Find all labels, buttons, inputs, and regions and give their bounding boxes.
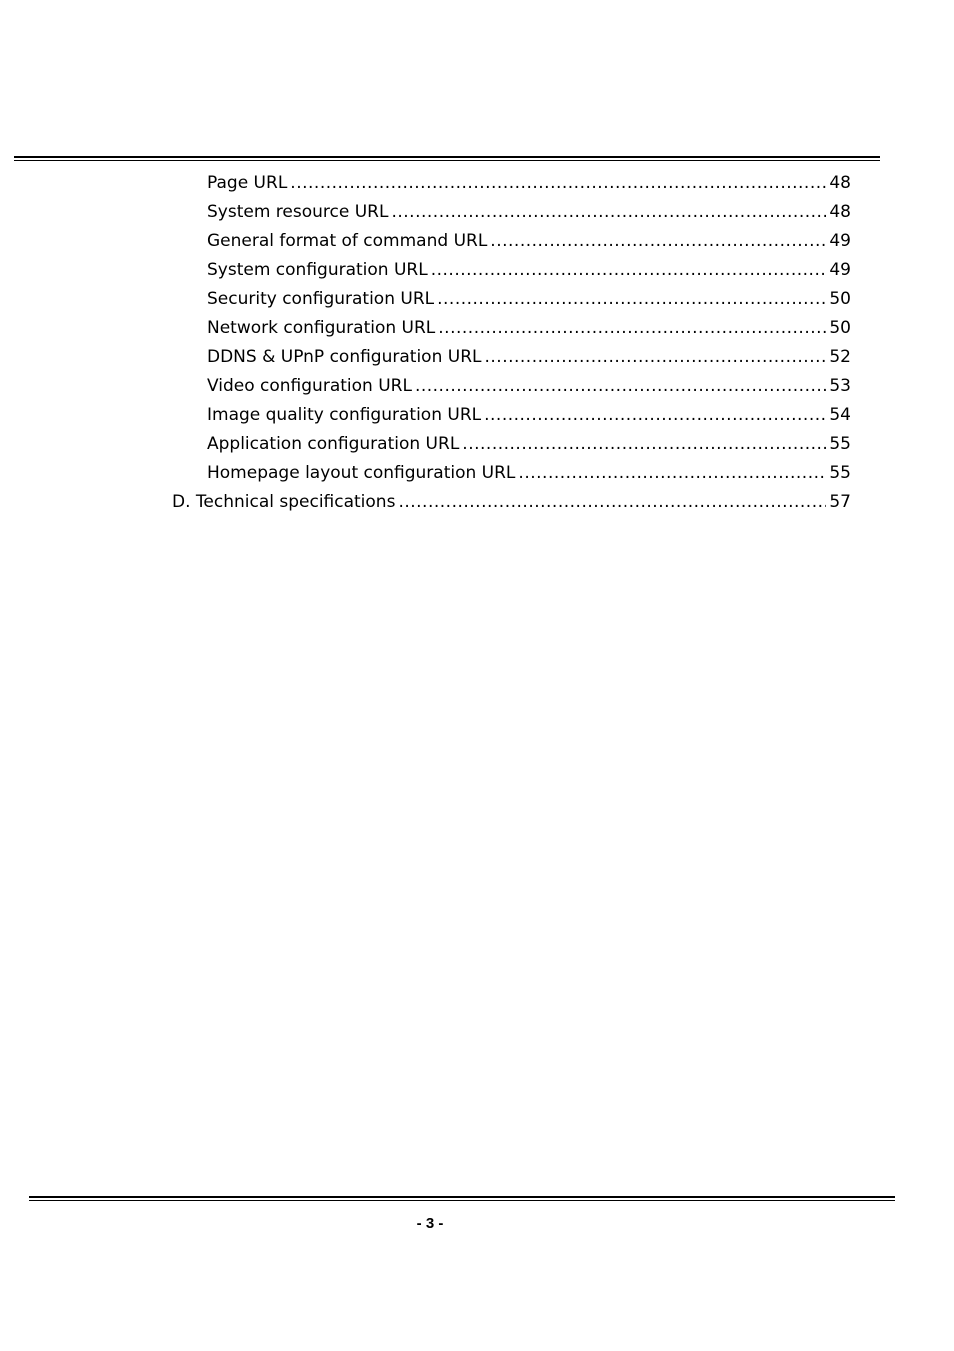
toc-dot-leader [391,198,826,227]
toc-entry-security-configuration-url[interactable] [207,285,851,314]
toc-entry-page: 50 [829,318,851,338]
toc-entry-page: 53 [829,376,851,396]
toc-entry-page: 48 [829,173,851,193]
toc-entry-homepage-layout-configuration-url[interactable] [207,459,851,488]
toc-dot-leader [415,372,826,401]
toc-entry-technical-specifications[interactable] [172,488,851,517]
toc-dot-leader [484,343,826,372]
toc-entry-title: System resource URL [207,202,389,222]
toc-dot-leader [437,285,826,314]
header-rule [14,156,880,161]
toc-dot-leader [398,488,826,517]
toc-entry-title: Homepage layout configuration URL [207,463,516,483]
toc-entry-page: 52 [829,347,851,367]
toc-entry-page: 49 [829,231,851,251]
toc-dot-leader [290,169,826,198]
toc-entry-title: Application configuration URL [207,434,460,454]
toc-entry-page: 55 [829,434,851,454]
toc-entry-title: Security configuration URL [207,289,435,309]
toc-entry-ddns-upnp-configuration-url[interactable] [207,343,851,372]
toc-entry-title: System configuration URL [207,260,428,280]
toc-entry-application-configuration-url[interactable] [207,430,851,459]
toc-entry-title: Image quality configuration URL [207,405,482,425]
toc-entry-page: 48 [829,202,851,222]
toc-entry-page-url[interactable] [207,169,851,198]
toc-dot-leader [484,401,826,430]
toc-entry-system-configuration-url[interactable] [207,256,851,285]
toc-entry-image-quality-configuration-url[interactable] [207,401,851,430]
toc-dot-leader [438,314,826,343]
toc-entry-page: 54 [829,405,851,425]
toc-entry-general-format-url[interactable] [207,227,851,256]
toc-entry-video-configuration-url[interactable] [207,372,851,401]
toc-entry-title: General format of command URL [207,231,488,251]
toc-dot-leader [431,256,827,285]
toc-entry-system-resource-url[interactable] [207,198,851,227]
toc-entry-title: Video configuration URL [207,376,412,396]
toc-entry-title: D. Technical specifications [172,492,396,512]
toc-entry-title: Network configuration URL [207,318,436,338]
toc-dot-leader [490,227,826,256]
toc-dot-leader [518,459,826,488]
toc-entry-page: 49 [829,260,851,280]
footer-rule [29,1196,895,1201]
toc-entry-network-configuration-url[interactable] [207,314,851,343]
toc-entry-page: 50 [829,289,851,309]
toc-entry-page: 57 [829,492,851,512]
toc-entry-title: Page URL [207,173,288,193]
toc-entry-title: DDNS & UPnP configuration URL [207,347,482,367]
toc-dot-leader [462,430,826,459]
toc-entry-page: 55 [829,463,851,483]
page-number: - 3 - [416,1215,444,1232]
